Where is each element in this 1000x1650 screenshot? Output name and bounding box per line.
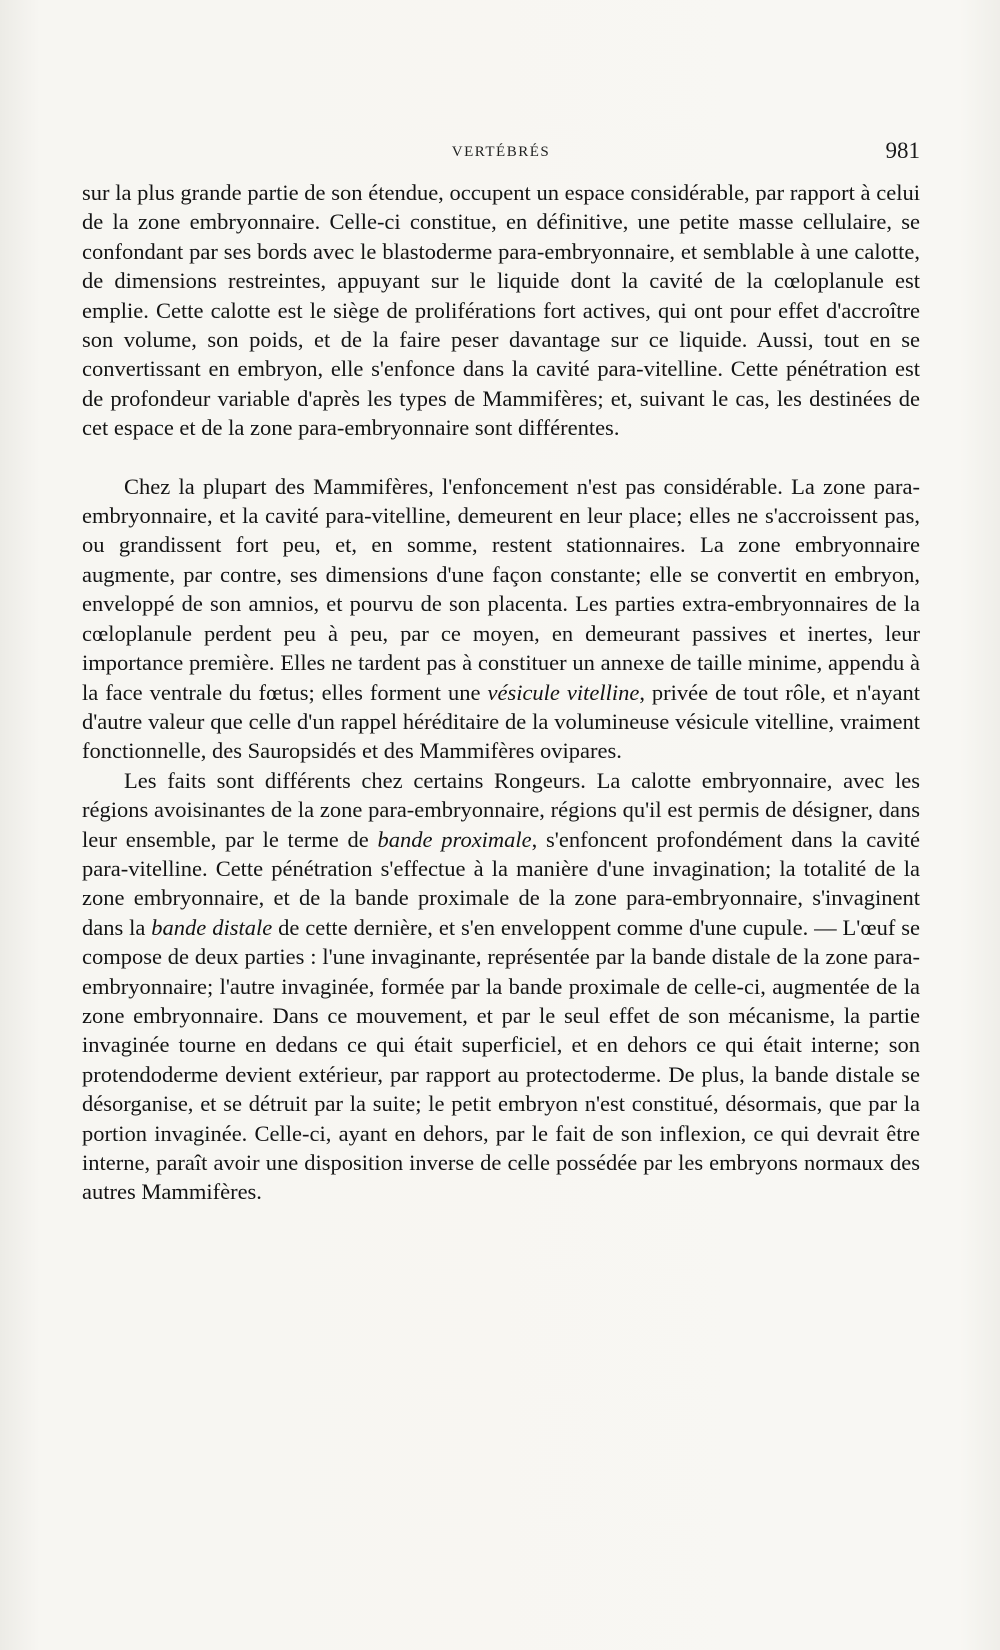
page-number: 981	[885, 138, 920, 163]
paragraph-1	[82, 178, 920, 443]
body-text	[82, 178, 920, 1207]
paragraph-1-text: sur la plus grande partie de son étendue, occupent un espace considérable, par rapport à celui de la zone embryonnaire. Celle-ci constitue, en définitive, une petite masse cellulaire, se confondant par ses bords avec le blastoderme para-embryonnaire, et semblable à une calotte, de dimensions restreintes, appuyant sur le liquide dont la cavité de la cœloplanule est emplie. Cette calotte est le siège de proliférations fort actives, qui ont pour effet d'accroître son volume, son poids, et de la faire peser davantage sur ce liquide. Aussi, tout en se convertissant en embryon, elle s'enfonce dans la cavité para-vitelline. Cette pénétration est de profondeur variable d'après les types de Mammifères; et, suivant le cas, les destinées de cet espace et de la zone para-embryonnaire sont différentes.	[82, 180, 920, 441]
paragraph-2	[82, 472, 920, 766]
page-header	[82, 140, 920, 166]
paragraph-2-text-a: Chez la plupart des Mammifères, l'enfoncement n'est pas considérable. La zone para-embryonnaire, et la cavité para-vitelline, demeurent en leur place; elles ne s'accroissent pas, ou grandissent fort peu, et, en somme, restent stationnaires. La zone embryonnaire augmente, par contre, ses dimensions d'une façon constante; elle se convertit en embryon, enveloppé de son amnios, et pourvu de son placenta. Les parties extra-embryonnaires de la cœloplanule perdent peu à peu, par ce moyen, en demeurant passives et inertes, leur importance première. Elles ne tardent pas à constituer un annexe de taille minime, appendu à la face ventrale du fœtus; elles forment une	[82, 473, 920, 705]
paragraph-3-text-b: , s'enfoncent profondément dans la cavité para-vitelline. Cette pénétration s'effectue à la manière d'une invagination; la totalité de la zone embryonnaire, et de la bande proximale de la zone para-embryonnaire, s'invaginent dans la	[82, 826, 920, 940]
italic-term-vesicule-vitelline: vésicule vitelline	[487, 679, 640, 705]
paragraph-3-text-a: Les faits sont différents chez certains Rongeurs. La calotte embryonnaire, avec les régions avoisinantes de la zone para-embryonnaire, régions qu'il est permis de désigner, dans leur ensemble, par le terme de	[82, 767, 920, 852]
paragraph-2-text-b: , privée de tout rôle, et n'ayant d'autre valeur que celle d'un rappel héréditaire de la volumineuse vésicule vitelline, vraiment fonctionnelle, des Sauropsidés et des Mammifères ovipares.	[82, 679, 921, 764]
running-head: VERTÉBRÉS	[451, 144, 551, 160]
paragraph-3	[82, 766, 920, 1207]
italic-term-bande-distale: bande distale	[151, 914, 273, 940]
italic-term-bande-proximale: bande proximale	[377, 826, 532, 852]
paragraph-3-text-c: de cette dernière, et s'en enveloppent comme d'une cupule. — L'œuf se compose de deux parties : l'une invaginante, représentée par la bande distale de la zone para-embryonnaire; l'autre invaginée, formée par la bande proximale de celle-ci, augmentée de la zone embryonnaire. Dans ce mouvement, et par le seul effet de son mécanisme, la partie invaginée tourne en dedans ce qui était superficiel, et en dehors ce qui était interne; son protendoderme devient extérieur, par rapport au protectoderme. De plus, la bande distale se désorganise, et se détruit par la suite; le petit embryon n'est constitué, désormais, que par la portion invaginée. Celle-ci, ayant en dehors, par le fait de son inflexion, ce qui devrait être interne, paraît avoir une disposition inverse de celle possédée par les embryons normaux des autres Mammifères.	[82, 914, 920, 1205]
